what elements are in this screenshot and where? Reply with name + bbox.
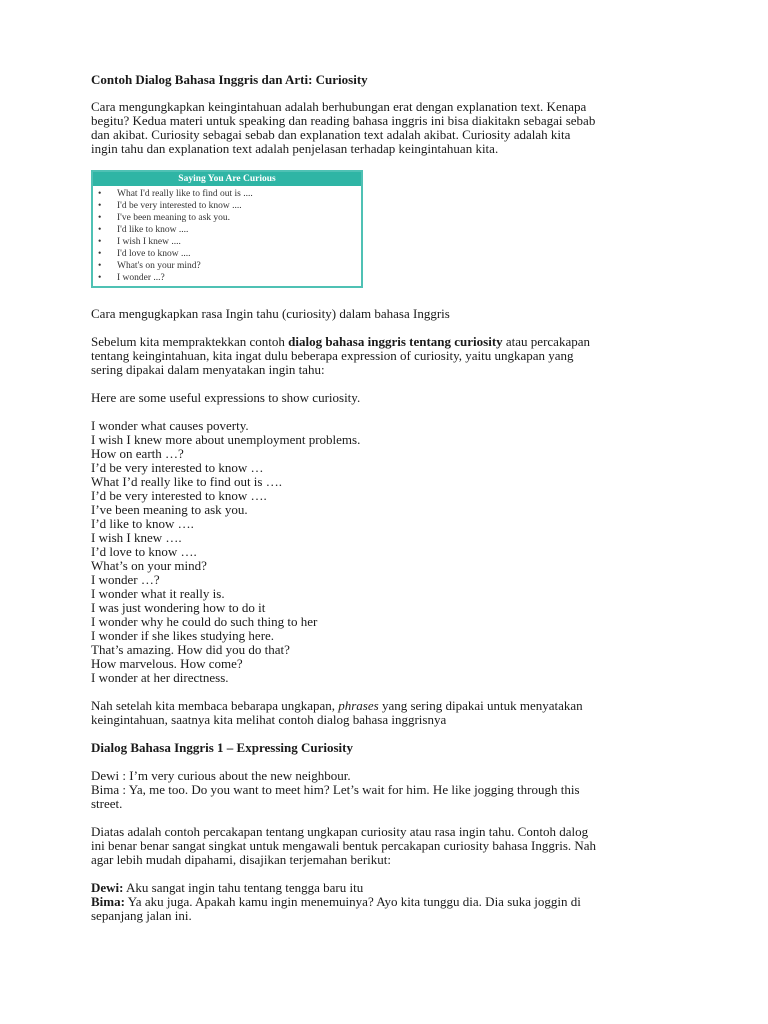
text-line: sering dipakai dalam menyatakan ingin tahu:: [91, 362, 325, 377]
translation-line: [91, 895, 681, 909]
text: atau percakapan: [502, 334, 590, 349]
figure-caption: Cara mengugkapkan rasa Ingin tahu (curiosity) dalam bahasa Inggris: [91, 306, 450, 321]
expression-item: I wish I knew ….: [91, 530, 182, 545]
text-line: Diatas adalah contoh percakapan tentang ungkapan curiosity atau rasa ingin tahu. Contoh dalog: [91, 824, 589, 839]
expression-item: I’d be very interested to know …: [91, 460, 264, 475]
expression-item: I’d like to know ….: [91, 516, 194, 531]
text: yang sering dipakai untuk menyatakan: [378, 698, 583, 713]
expression-item: I wonder …?: [91, 572, 160, 587]
expression-item: I wonder if she likes studying here.: [91, 628, 275, 643]
document-title: Contoh Dialog Bahasa Inggris dan Arti: Curiosity: [91, 72, 368, 87]
figure-item: • I wish I knew ....: [93, 236, 361, 248]
expression-item: What I’d really like to find out is ….: [91, 474, 282, 489]
text-line: dan akibat. Curiosity sebagai sebab dan explanation text adalah akibat. Curiosity adalah kita: [91, 127, 571, 142]
dialog-line: street.: [91, 796, 123, 811]
text-line: begitu? Kedua materi untuk speaking dan reading bahasa inggris ini bisa diakitakn sebagai sebab: [91, 113, 596, 128]
dialog-line: Bima : Ya, me too. Do you want to meet him? Let’s wait for him. He like jogging through this: [91, 782, 580, 797]
figure-item: • What I'd really like to find out is ....: [93, 188, 361, 200]
expression-item: I wonder what it really is.: [91, 586, 225, 601]
curiosity-expressions-figure: [91, 170, 363, 288]
dialog-line: Dewi : I’m very curious about the new neighbour.: [91, 768, 351, 783]
expression-item: I wonder what causes poverty.: [91, 418, 249, 433]
expression-item: I was just wondering how to do it: [91, 600, 266, 615]
text-line: tentang keingintahuan, kita ingat dulu beberapa expression of curiosity, yaitu ungkapan yang: [91, 348, 574, 363]
bold-link-text: dialog bahasa inggris tentang curiosity: [288, 334, 503, 349]
expression-item: What’s on your mind?: [91, 558, 207, 573]
expression-item: I’ve been meaning to ask you.: [91, 502, 248, 517]
text-line: Cara mengungkapkan keingintahuan adalah berhubungan erat dengan explanation text. Kenapa: [91, 99, 587, 114]
dialog-heading: Dialog Bahasa Inggris 1 – Expressing Curiosity: [91, 740, 353, 755]
document-page: [91, 73, 681, 937]
translation: [91, 881, 681, 923]
expression-item: I wonder at her directness.: [91, 670, 229, 685]
figure-item: • I'd be very interested to know ....: [93, 200, 361, 212]
expression-item: That’s amazing. How did you do that?: [91, 642, 290, 657]
text: Aku sangat ingin tahu tentang tengga baru itu: [123, 880, 364, 895]
dialog: [91, 769, 681, 811]
text-line: ingin tahu dan explanation text adalah penjelasan terhadap keingintahuan kita.: [91, 141, 499, 156]
speaker: Dewi:: [91, 880, 124, 895]
expressions-list: [91, 419, 681, 685]
expression-item: I wish I knew more about unemployment problems.: [91, 432, 361, 447]
paragraph-phrases: [91, 699, 681, 727]
figure-item: • I'd like to know ....: [93, 224, 361, 236]
text: Sebelum kita mempraktekkan contoh: [91, 334, 289, 349]
text-line: agar lebih mudah dipahami, disajikan terjemahan berikut:: [91, 852, 391, 867]
figure-item: • I wonder ...?: [93, 272, 361, 284]
expression-item: I wonder why he could do such thing to her: [91, 614, 318, 629]
text-line: keingintahuan, saatnya kita melihat contoh dialog bahasa inggrisnya: [91, 712, 447, 727]
speaker: Bima:: [91, 894, 125, 909]
text-line: ini benar benar sangat singkat untuk mengawali bentuk percakapan curiosity bahasa Inggris. Nah: [91, 838, 597, 853]
text: Nah setelah kita membaca bebarapa ungkapan,: [91, 698, 339, 713]
paragraph-before-expressions: [91, 335, 681, 377]
expression-item: I’d love to know ….: [91, 544, 197, 559]
translation-line: [91, 881, 681, 895]
intro-paragraph: [91, 100, 681, 156]
figure-item: • I've been meaning to ask you.: [93, 212, 361, 224]
italic-text: phrases: [338, 698, 379, 713]
figure-item: • What's on your mind?: [93, 260, 361, 272]
figure-item: • I'd love to know ....: [93, 248, 361, 260]
explanation-paragraph: [91, 825, 681, 867]
expression-item: How marvelous. How come?: [91, 656, 243, 671]
useful-expressions-intro: Here are some useful expressions to show curiosity.: [91, 390, 361, 405]
text-line: sepanjang jalan ini.: [91, 908, 192, 923]
expression-item: How on earth …?: [91, 446, 184, 461]
text: Ya aku juga. Apakah kamu ingin menemuinya? Ayo kita tunggu dia. Dia suka joggin di: [124, 894, 581, 909]
expression-item: I’d be very interested to know ….: [91, 488, 267, 503]
figure-header: Saying You Are Curious: [93, 172, 361, 186]
